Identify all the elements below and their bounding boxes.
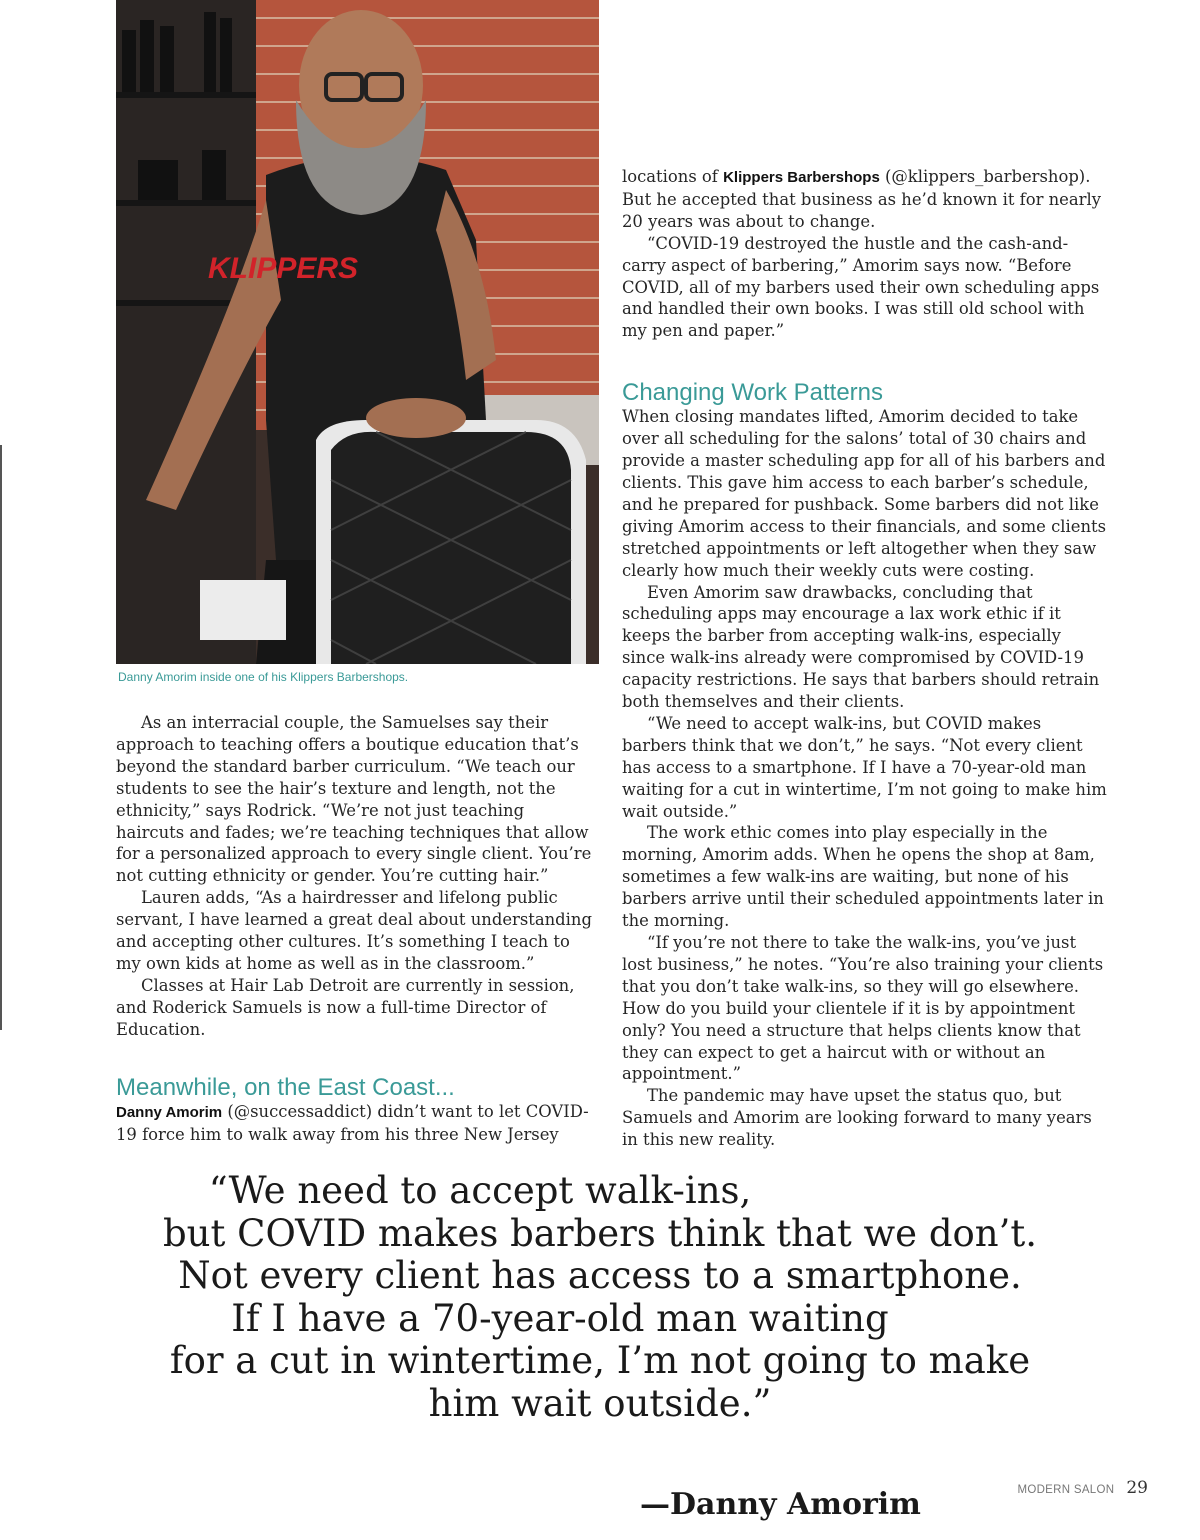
body-text: (@successaddict) didn’t want to let COVID-19 force him to walk away from his three New Jersey: [116, 1101, 589, 1144]
pull-quote-line: “We need to accept walk-ins,: [208, 1169, 752, 1212]
bold-name: Danny Amorim: [116, 1103, 223, 1121]
pull-quote-line: Not every client has access to a smartphone.: [178, 1254, 1022, 1297]
left-column: [116, 712, 596, 1145]
body-paragraph: “We need to accept walk-ins, but COVID makes barbers think that we don’t,” he says. “Not every client has access to a smartphone. If I have a 70-year-old man waiting for a cut in wintertime, I’m not going to make him wait outside.”: [622, 713, 1107, 821]
body-paragraph: Lauren adds, “As a hairdresser and lifelong public servant, I have learned a great deal about understanding and accepting other cultures. It’s something I teach to my own kids at home as well as in the classroom.”: [116, 888, 592, 973]
pull-quote-line: him wait outside.”: [428, 1381, 772, 1425]
body-paragraph: Classes at Hair Lab Detroit are currently in session, and Roderick Samuels is now a full-time Director of Education.: [116, 975, 575, 1039]
body-paragraph: The pandemic may have upset the status quo, but Samuels and Amorim are looking forward to many years in this new reality.: [622, 1086, 1092, 1150]
body-paragraph: As an interracial couple, the Samuelses say their approach to teaching offers a boutique education that’s beyond the standard barber curriculum. “We teach our students to see the hair’s texture and length, not the ethnicity,” says Rodrick. “We’re not just teaching haircuts and fades; we’re teaching techniques that allow for a personalized approach to every single client. You’re not cutting ethnicity or gender. You’re cutting hair.”: [116, 713, 592, 886]
page-number: 29: [1126, 1478, 1148, 1498]
section-heading-work-patterns: Changing Work Patterns: [622, 379, 884, 407]
body-paragraph: “COVID-19 destroyed the hustle and the cash-and-carry aspect of barbering,” Amorim says now. “Before COVID, all of my barbers used their own scheduling apps and handled their own books. I was still old school with my pen and paper.”: [622, 233, 1100, 341]
body-paragraph: Even Amorim saw drawbacks, concluding that scheduling apps may encourage a lax work ethic if it keeps the barber from accepting walk-ins, especially since walk-ins already were compromised by COVID-19 capacity restrictions. He says that barbers should retrain both themselves and their clients.: [622, 582, 1100, 712]
pull-quote: [100, 1170, 1100, 1425]
publication-name: MODERN SALON: [1017, 1484, 1115, 1496]
body-paragraph: [622, 166, 1108, 233]
body-paragraph: “If you’re not there to take the walk-ins, you’ve just lost business,” he notes. “You’re also training your clients that you don’t take walk-ins, so they will go elsewhere. How do you build your clientele if it is by appointment only? You need a structure that helps clients know that they can expect to get a haircut with or without an appointment.”: [622, 933, 1104, 1084]
pull-quote-attribution: —Danny Amorim: [640, 1487, 921, 1522]
body-text: locations of: [622, 167, 724, 186]
right-column: [622, 166, 1108, 1151]
page-footer: [1017, 1478, 1148, 1498]
pull-quote-line: for a cut in wintertime, I’m not going to make: [169, 1339, 1031, 1382]
pull-quote-line: but COVID makes barbers think that we don’t.: [163, 1211, 1037, 1255]
body-paragraph: [116, 1101, 596, 1146]
barber-photo: [116, 0, 599, 664]
bold-business-name: Klippers Barbershops: [723, 169, 880, 186]
body-paragraph: When closing mandates lifted, Amorim decided to take over all scheduling for the salons’ total of 30 chairs and provide a master scheduling app for all of his barbers and clients. This gave him access to each barber’s schedule, and he prepared for pushback. Some barbers did not like giving Amorim access to their financials, and some clients stretched appointments or left altogether when they saw clearly how much their weekly cuts were costing.: [622, 407, 1106, 580]
page-edge-line: [0, 445, 2, 1030]
photo-caption: Danny Amorim inside one of his Klippers Barbershops.: [118, 670, 409, 684]
section-heading-east-coast: Meanwhile, on the East Coast...: [116, 1073, 455, 1101]
body-paragraph: The work ethic comes into play especially in the morning, Amorim adds. When he opens the shop at 8am, sometimes a few walk-ins are waiting, but none of his barbers arrive until their scheduled appointments later in the morning.: [622, 823, 1104, 931]
body-text: (@klippers_barbershop). But he accepted that business as he’d known it for nearly 20 years was about to change.: [622, 167, 1101, 231]
pull-quote-line: If I have a 70-year-old man waiting: [231, 1296, 889, 1340]
shirt-logo-text: KLIPPERS: [208, 252, 359, 285]
